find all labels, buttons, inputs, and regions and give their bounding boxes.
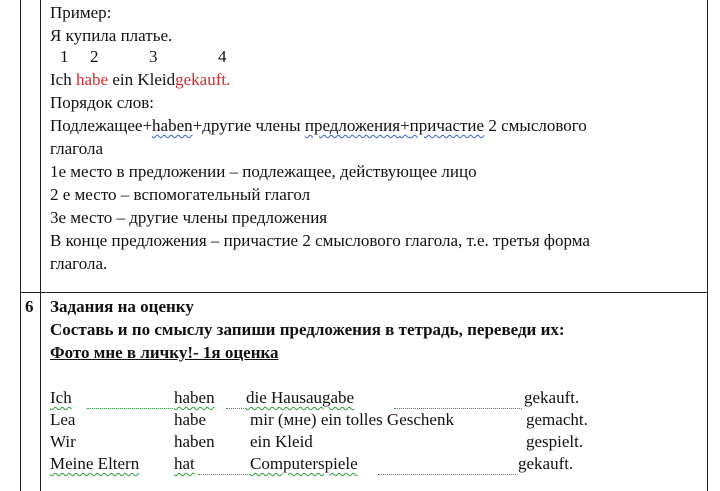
column-divider <box>40 0 41 491</box>
position-4: 4 <box>218 47 227 66</box>
formula-participle: причастие <box>409 116 485 135</box>
rule-4: В конце предложения – причастие 2 смыслового глагола, т.е. третья форма <box>50 231 590 250</box>
verb-cell: habe <box>174 410 207 429</box>
object-cell: Computerspiele <box>250 454 358 473</box>
object-cell: die Hausaugabe <box>246 388 355 407</box>
subject-cell: Lea <box>50 410 76 429</box>
verb-cell: haben <box>174 432 215 451</box>
participle-cell: gespielt. <box>526 432 584 451</box>
example-sentence-de <box>50 70 230 90</box>
verb-cell: haben <box>174 388 215 407</box>
word-order-heading: Порядок слов: <box>50 93 155 112</box>
task-instruction: Составь и по смыслу запиши предложения в тетрадь, переведи их: <box>50 320 565 339</box>
formula-haben: haben <box>152 116 193 135</box>
position-3: 3 <box>149 47 158 66</box>
lesson-table <box>20 0 708 491</box>
de-word-subject: Ich <box>50 70 72 89</box>
de-word-object: ein Kleid <box>112 70 176 89</box>
row-number: 6 <box>25 297 34 316</box>
subject-cell: Ich <box>50 388 72 407</box>
de-word-participle: gekauft. <box>175 70 231 89</box>
task-section <box>50 294 700 491</box>
formula-other: +другие члены <box>192 116 305 135</box>
formula-continuation: глагола <box>50 139 103 158</box>
word-order-formula <box>50 116 587 136</box>
row-1-gap-underline <box>394 389 522 409</box>
subject-cell: Wir <box>50 432 76 451</box>
rule-1: 1е место в предложении – подлежащее, действующее лицо <box>50 162 477 181</box>
example-heading: Пример: <box>50 3 112 22</box>
formula-sentence: предложения <box>304 116 401 135</box>
rule-3: 3е место – другие члены предложения <box>50 208 328 227</box>
formula-rest: 2 смыслового <box>484 116 587 135</box>
position-1: 1 <box>60 47 69 66</box>
rule-4-continuation: глагола. <box>50 254 108 273</box>
formula-subject: Подлежащее+ <box>50 116 153 135</box>
verb-cell: hat <box>174 454 195 473</box>
row-divider <box>20 292 708 293</box>
row-4-gap-underline <box>378 455 516 475</box>
example-section <box>50 0 700 290</box>
row-4-gap-underline <box>198 455 250 475</box>
formula-plus: + <box>400 116 410 135</box>
subject-cell: Meine Eltern <box>50 454 140 473</box>
photo-note: Фото мне в личку!- 1я оценка <box>50 343 279 362</box>
row-1-gap-underline <box>226 389 246 409</box>
task-title: Задания на оценку <box>50 297 194 316</box>
participle-cell: gekauft. <box>524 388 580 407</box>
participle-cell: gemacht. <box>526 410 588 429</box>
table-border-left <box>20 0 21 491</box>
object-cell: ein Kleid <box>250 432 313 451</box>
row-1-gap-underline <box>87 389 173 409</box>
position-2: 2 <box>90 47 99 66</box>
table-border-right <box>707 0 708 491</box>
rule-2: 2 е место – вспомогательный глагол <box>50 185 311 204</box>
participle-cell: gekauft. <box>518 454 574 473</box>
de-word-aux: habe <box>75 70 109 89</box>
example-sentence-ru: Я купила платье. <box>50 26 173 45</box>
object-cell: mir (мне) ein tolles Geschenk <box>250 410 454 429</box>
